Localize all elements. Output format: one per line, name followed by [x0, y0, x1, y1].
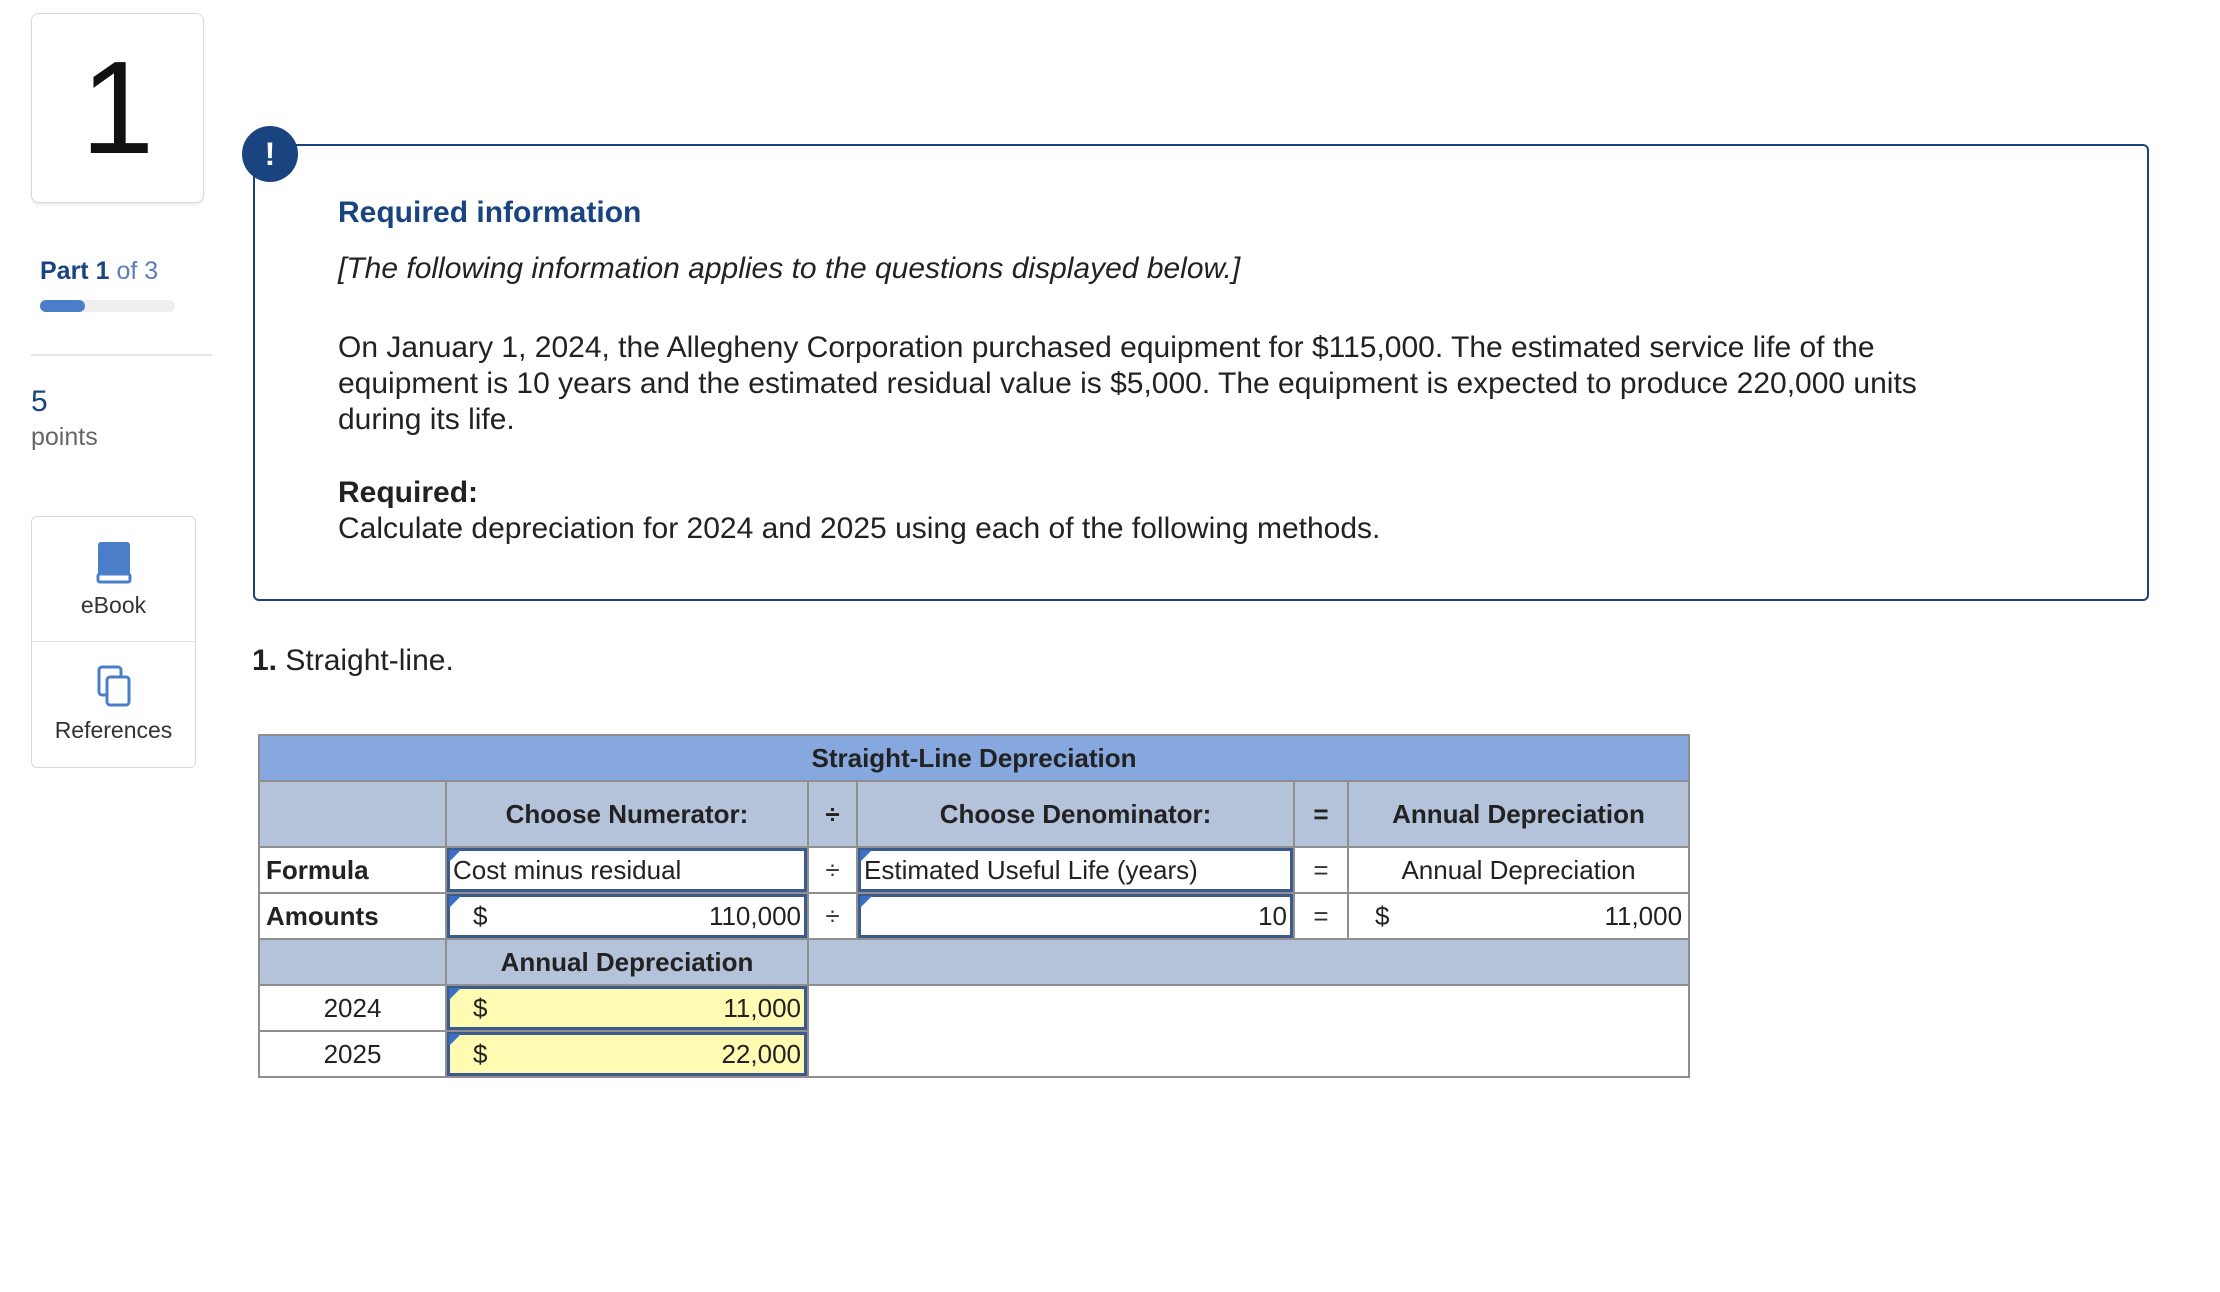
part-question-label: 1. Straight-line. [252, 644, 454, 677]
part-indicator: Part 1 of 3 [40, 257, 159, 285]
numerator-select[interactable]: Cost minus residual [446, 847, 808, 893]
equals-sign: = [1294, 847, 1348, 893]
depreciation-2024-input[interactable]: $ 11,000 [446, 985, 808, 1031]
result-amount: $ 11,000 [1348, 893, 1689, 939]
table-title: Straight-Line Depreciation [259, 735, 1689, 781]
alert-icon: ! [242, 126, 298, 182]
question-number-card [31, 13, 204, 203]
points-label: points [31, 423, 98, 451]
formula-result: Annual Depreciation [1348, 847, 1689, 893]
header-divide: ÷ [808, 781, 857, 847]
header-annual-depreciation: Annual Depreciation [1348, 781, 1689, 847]
info-paragraph: On January 1, 2024, the Allegheny Corporation purchased equipment for $115,000. The estimated service life of the equipment is 10 years and the estimated residual value is $5,000. The equipment is expected to produce 220,000 units during its life. [338, 331, 1917, 436]
header-denominator: Choose Denominator: [857, 781, 1294, 847]
tools-panel [31, 516, 196, 768]
header-blank [259, 781, 446, 847]
part-progress-bar [40, 300, 175, 312]
amounts-row [259, 893, 1689, 939]
book-icon [95, 540, 133, 584]
numerator-amount-input[interactable]: $ 110,000 [446, 893, 808, 939]
question-number: 1 [80, 34, 155, 181]
amounts-label: Amounts [259, 893, 446, 939]
ebook-button[interactable] [32, 517, 195, 641]
rail-divider [31, 354, 212, 356]
annual-depreciation-header: Annual Depreciation [446, 939, 808, 985]
year-label: 2025 [259, 1031, 446, 1077]
part-progress-fill [40, 300, 85, 312]
info-title: Required information [338, 196, 642, 229]
denominator-amount-input[interactable]: 10 [857, 893, 1294, 939]
year-row-2024 [259, 985, 1689, 1031]
header-numerator: Choose Numerator: [446, 781, 808, 847]
header-equals: = [1294, 781, 1348, 847]
ebook-label: eBook [80, 591, 147, 618]
straight-line-table [258, 734, 1690, 1078]
required-label: Required: [338, 476, 479, 509]
annual-header-blank [259, 939, 446, 985]
empty-area [808, 985, 1689, 1077]
depreciation-2025-input[interactable]: $ 22,000 [446, 1031, 808, 1077]
points-value: 5 [31, 385, 48, 418]
references-label: References [54, 716, 173, 743]
formula-row [259, 847, 1689, 893]
copy-pages-icon [95, 665, 133, 709]
annual-header-filler [808, 939, 1689, 985]
formula-label: Formula [259, 847, 446, 893]
divide-sign: ÷ [808, 847, 857, 893]
references-button[interactable] [32, 641, 195, 766]
year-label: 2024 [259, 985, 446, 1031]
info-note: [The following information applies to the questions displayed below.] [338, 252, 1241, 285]
denominator-select[interactable]: Estimated Useful Life (years) [857, 847, 1294, 893]
required-text: Calculate depreciation for 2024 and 2025 using each of the following methods. [338, 512, 1381, 545]
divide-sign: ÷ [808, 893, 857, 939]
equals-sign: = [1294, 893, 1348, 939]
